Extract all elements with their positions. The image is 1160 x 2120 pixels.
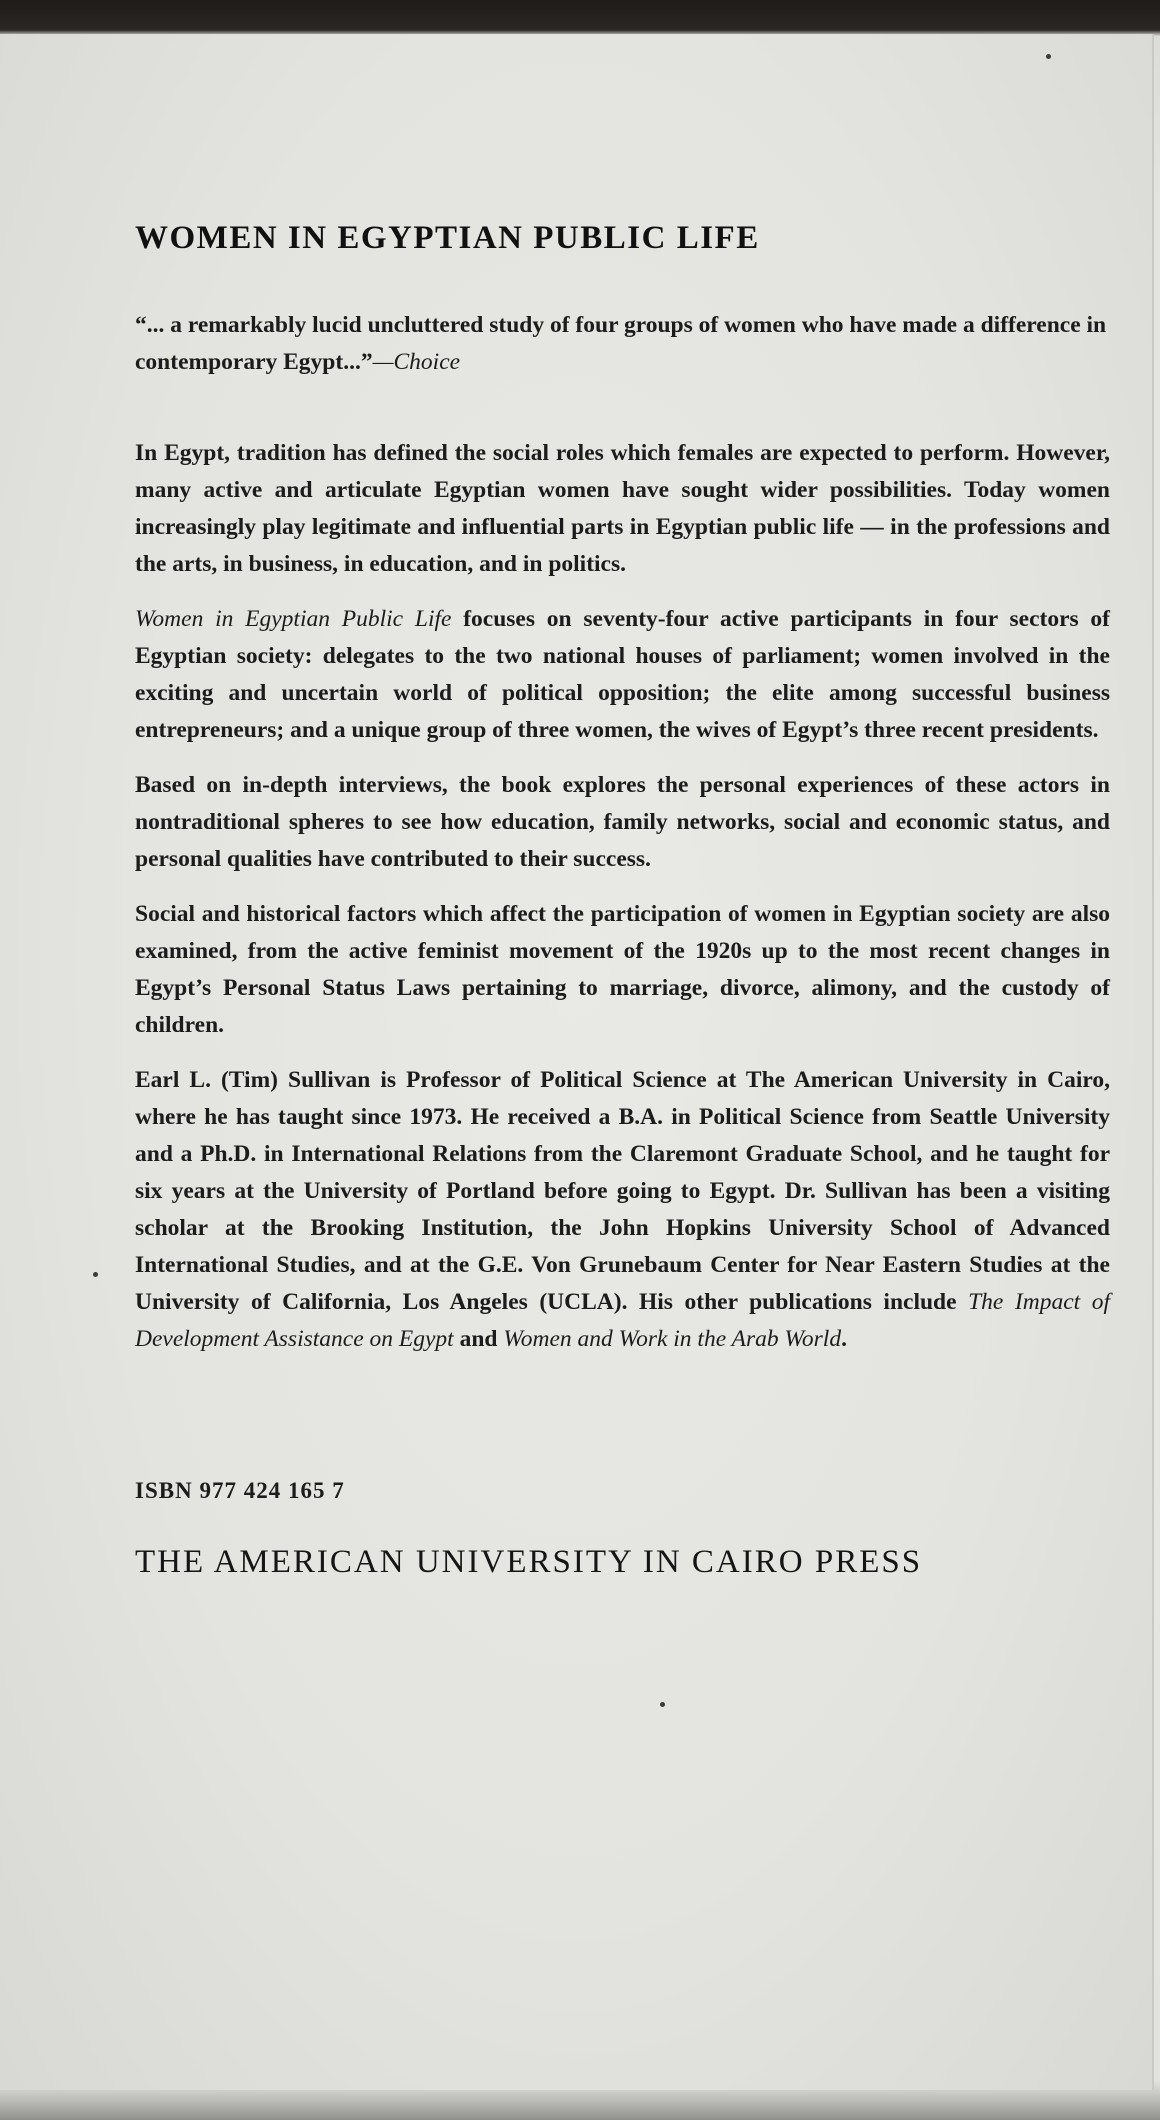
review-quote	[135, 307, 1110, 381]
back-cover-text	[135, 220, 1110, 1581]
quote-text: “... a remarkably lucid uncluttered study of four groups of women who have made a difference in contemporary Egypt...”	[135, 312, 1107, 375]
book-title-italic: Women in Egyptian Public Life	[135, 606, 452, 632]
print-speck	[660, 1702, 665, 1707]
book-title: WOMEN IN EGYPTIAN PUBLIC LIFE	[135, 220, 760, 256]
print-speck	[93, 1272, 98, 1277]
print-speck	[1046, 54, 1051, 59]
author-bio-text: Earl L. (Tim) Sullivan is Professor of Political Science at The American University in Cairo, where he has taught since 1973. He received a B.A. in Political Science from Seattle University and a Ph.D. in International Relations from the Claremont Graduate School, and he taught for six years at the University of Portland before going to Egypt. Dr. Sullivan has been a visiting scholar at the Brooking Institution, the John Hopkins University School of Advanced International Studies, and at the G.E. Von Grunebaum Center for Near Eastern Studies at the University of California, Los Angeles (UCLA). His other publications include	[135, 1067, 1110, 1315]
quote-dash: —	[372, 349, 394, 375]
isbn: ISBN 977 424 165 7	[135, 1478, 345, 1503]
paragraph-2-text: focuses on seventy-four active participants in four sectors of Egyptian society: delegates to the two national houses of parliament; women involved in the exciting and uncertain world of political opposition; the elite among successful business entrepreneurs; and a unique group of three women, the wives of Egypt’s three recent presidents.	[135, 606, 1110, 743]
quote-source: Choice	[393, 349, 461, 375]
description-paragraph-4: Social and historical factors which affect the participation of women in Egyptian society are also examined, from the active feminist movement of the 1920s up to the most recent changes in Egypt’s Personal Status Laws pertaining to marriage, divorce, alimony, and the custody of children.	[135, 901, 1110, 1038]
description-paragraph-1: In Egypt, tradition has defined the social roles which females are expected to perform. However, many active and articulate Egyptian women have sought wider possibilities. Today women increasingly play legitimate and influential parts in Egyptian public life — in the professions and the arts, in business, in education, and in politics.	[135, 440, 1110, 577]
bio-conjunction: and	[453, 1326, 504, 1352]
bio-end: .	[841, 1326, 847, 1352]
description-paragraph-2	[135, 601, 1110, 749]
description-paragraph-3: Based on in-depth interviews, the book explores the personal experiences of these actors in nontraditional spheres to see how education, family networks, social and economic status, and personal qualities have contributed to their success.	[135, 772, 1110, 872]
publisher-name: THE AMERICAN UNIVERSITY IN CAIRO PRESS	[135, 1544, 923, 1580]
author-bio	[135, 1062, 1110, 1358]
publication-title-1: The Impact of Development Assistance on Egypt	[135, 1289, 1110, 1352]
publication-title-2: Women and Work in the Arab World	[503, 1326, 842, 1352]
